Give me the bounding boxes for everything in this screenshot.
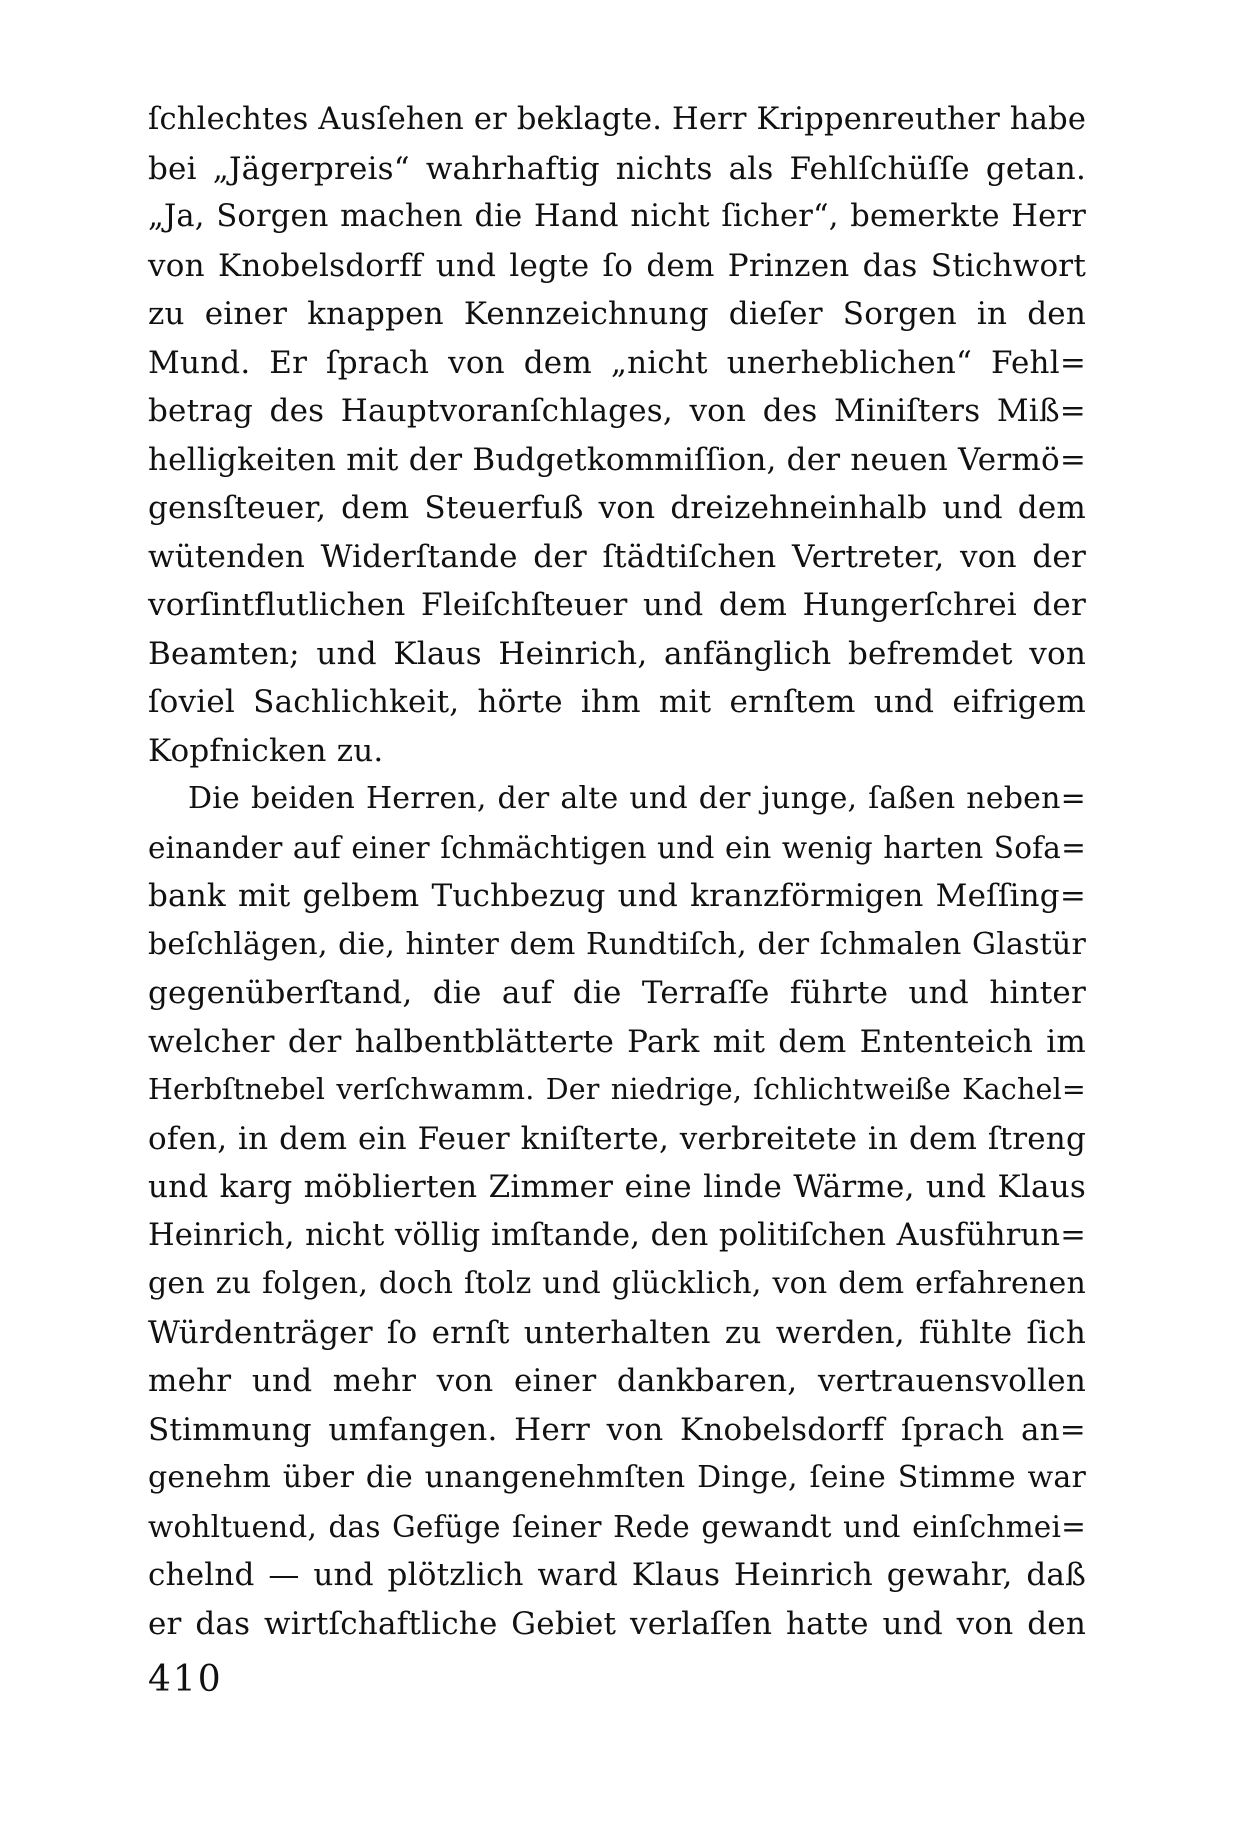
text-line: „Ja, Sorgen machen die Hand nicht ſicher“, bemerkte Herr: [148, 199, 1086, 234]
paragraph-start-line: Die beiden Herren, der alte und der junge, ſaßen neben=: [188, 781, 1086, 816]
text-line: gegenüberſtand, die auf die Terraſſe führte und hinter: [148, 975, 1086, 1011]
text-line: helligkeiten mit der Budgetkommiſſion, der neuen Vermö=: [148, 441, 1086, 478]
text-line: bei „Jägerpreis“ wahrhaftig nichts als Fehlſchüſſe getan.: [148, 150, 1086, 187]
text-line: genehm über die unangenehmſten Dinge, ſeine Stimme war: [148, 1460, 1086, 1495]
text-line: ofen, in dem ein Feuer kniſterte, verbreitete in dem ſtreng: [148, 1120, 1086, 1157]
text-line: mehr und mehr von einer dankbaren, vertrauensvollen: [148, 1363, 1086, 1399]
text-line: chelnd — und plötzlich ward Klaus Heinrich gewahr, daß: [148, 1557, 1086, 1593]
page-number: 410: [148, 1659, 223, 1700]
text-line: wohltuend, das Gefüge ſeiner Rede gewandt und einſchmei=: [148, 1509, 1086, 1544]
text-line: ſchlechtes Ausſehen er beklagte. Herr Krippenreuther habe: [148, 102, 1087, 137]
text-line: gen zu folgen, doch ſtolz und glücklich, von dem erfahrenen: [148, 1266, 1086, 1301]
text-line: gensſteuer, dem Steuerfuß von dreizehneinhalb und dem: [148, 490, 1086, 526]
text-line: wütenden Widerſtande der ſtädtiſchen Vertreter, von der: [148, 538, 1086, 575]
text-line: Heinrich, nicht völlig imſtande, den politiſchen Ausführun=: [148, 1217, 1086, 1253]
text-line: Mund. Er ſprach von dem „nicht unerheblichen“ Fehl=: [148, 344, 1086, 381]
text-line: er das wirtſchaftliche Gebiet verlaſſen hatte und von den: [148, 1605, 1086, 1642]
text-line: betrag des Hauptvoranſchlages, von des Miniſters Miß=: [148, 393, 1086, 429]
text-line: beſchlägen, die, hinter dem Rundtiſch, der ſchmalen Glastür: [148, 926, 1086, 962]
paragraph-end-line: Kopfnicken zu.: [148, 732, 384, 769]
text-line: welcher der halbentblätterte Park mit dem Ententeich im: [148, 1023, 1086, 1060]
text-line: Herbſtnebel verſchwamm. Der niedrige, ſchlichtweiße Kachel=: [148, 1073, 1086, 1106]
text-line: Stimmung umfangen. Herr von Knobelsdorff ſprach an=: [148, 1411, 1086, 1448]
text-line: Beamten; und Klaus Heinrich, anfänglich befremdet von: [148, 635, 1086, 672]
text-line: vorſintflutlichen Fleiſchſteuer und dem Hungerſchrei der: [148, 587, 1086, 623]
text-line: einander auf einer ſchmächtigen und ein wenig harten Sofa=: [148, 830, 1086, 865]
text-line: von Knobelsdorff und legte ſo dem Prinzen das Stichwort: [148, 247, 1086, 284]
text-line: zu einer knappen Kennzeichnung dieſer Sorgen in den: [148, 296, 1086, 332]
text-line: Würdenträger ſo ernſt unterhalten zu werden, fühlte ſich: [148, 1314, 1086, 1351]
body-text: [148, 96, 1086, 1648]
text-line: bank mit gelbem Tuchbezug und kranzförmigen Meſſing=: [148, 878, 1086, 914]
text-line: ſoviel Sachlichkeit, hörte ihm mit ernſtem und eifrigem: [148, 684, 1086, 720]
text-line: und karg möblierten Zimmer eine linde Wärme, und Klaus: [148, 1169, 1086, 1205]
